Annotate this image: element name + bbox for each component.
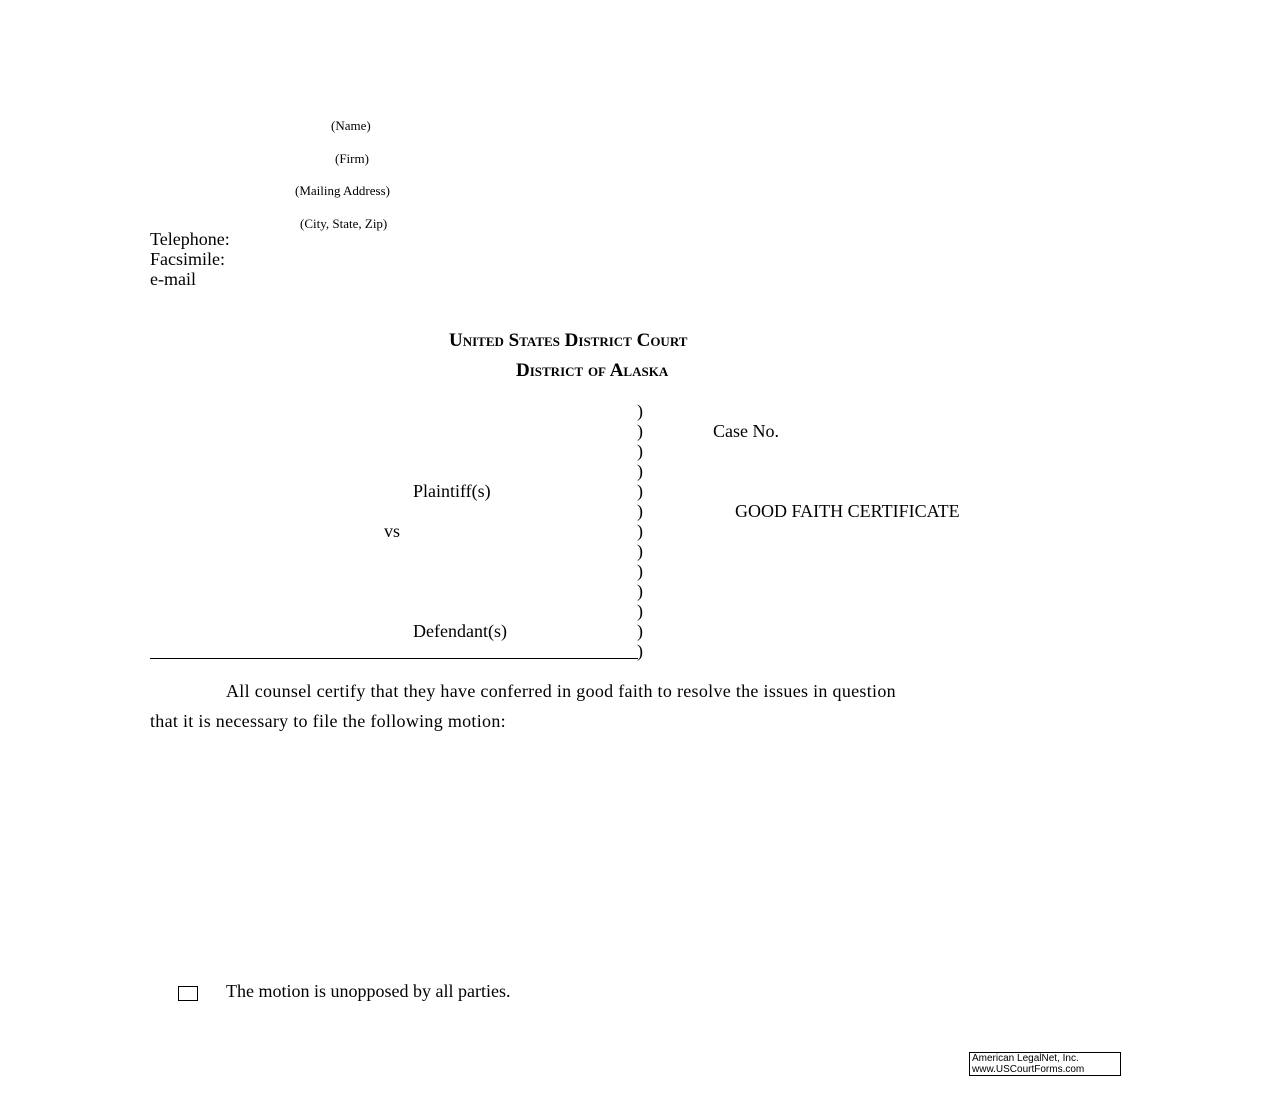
- caption-paren: ): [637, 521, 643, 541]
- email-label: e-mail: [150, 269, 196, 289]
- address-label: (Mailing Address): [295, 183, 390, 198]
- unopposed-checkbox[interactable]: [178, 986, 198, 1001]
- footer-stamp: [969, 1052, 1121, 1076]
- vs-label: vs: [384, 521, 401, 541]
- caption-rule: [150, 658, 638, 659]
- caption-paren: ): [637, 461, 643, 481]
- plaintiff-label: Plaintiff(s): [413, 481, 491, 501]
- caption-paren: ): [637, 541, 643, 561]
- firm-label: (Firm): [335, 151, 369, 166]
- certification-text-line1: All counsel certify that they have conferred in good faith to resolve the issues in question: [226, 681, 896, 701]
- caption-paren: ): [637, 481, 643, 501]
- unopposed-label: The motion is unopposed by all parties.: [226, 981, 511, 1001]
- city-label: (City, State, Zip): [300, 216, 388, 231]
- defendant-label: Defendant(s): [413, 621, 507, 641]
- court-name: United States District Court: [449, 330, 688, 351]
- caption-paren: ): [637, 601, 643, 621]
- facsimile-label: Facsimile:: [150, 249, 225, 269]
- name-label: (Name): [331, 118, 371, 133]
- caption-paren: ): [637, 441, 643, 461]
- caption-paren: ): [637, 621, 643, 641]
- footer-company: American LegalNet, Inc.: [972, 1053, 1079, 1064]
- court-district: District of Alaska: [516, 360, 669, 381]
- telephone-label: Telephone:: [150, 229, 230, 249]
- caption-paren: ): [637, 421, 643, 441]
- certification-text-line2: that it is necessary to file the following motion:: [150, 711, 506, 731]
- case-number-label: Case No.: [713, 421, 779, 441]
- footer-website: www.USCourtForms.com: [972, 1064, 1085, 1075]
- caption-paren: ): [637, 501, 643, 521]
- caption-paren: ): [637, 641, 643, 661]
- caption-paren: ): [637, 401, 643, 421]
- caption-paren: ): [637, 561, 643, 581]
- document-title: GOOD FAITH CERTIFICATE: [735, 501, 960, 521]
- caption-paren: ): [637, 581, 643, 601]
